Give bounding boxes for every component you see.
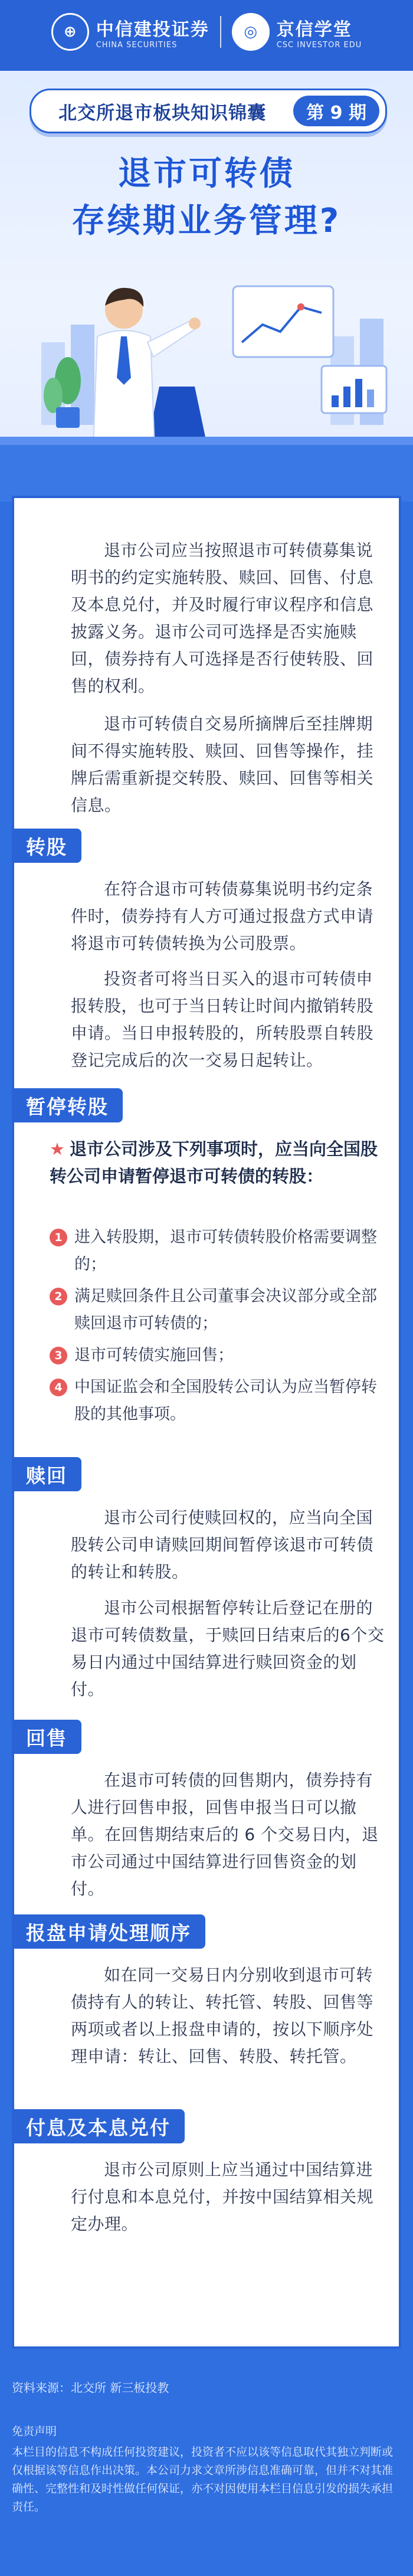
edu-logo-cn: 京信学堂 (276, 19, 352, 40)
zhuangu-paragraph-2: 投资者可将当日买入的退市可转债申报转股，也可于当日转让时间内撤销转股申请。当日申报转股的，所转股票自转股登记完成后的次一交易日起转让。 (71, 969, 374, 1070)
zanting-item-1-text: 进入转股期，退市可转债转股价格需要调整的； (74, 1228, 377, 1274)
csc-logo-en: CHINA SECURITIES (96, 40, 178, 50)
section-tag-shuhui: 赎回 (12, 1457, 81, 1491)
small-chart-card-icon (322, 366, 386, 413)
shuhui-paragraph-2: 退市公司根据暂停转让后登记在册的退市可转债数量，于赎回日结束后的6个交易日内通过中国结算进行赎回资金的划付。 (71, 1598, 385, 1699)
section-tag-zanting: 暂停转股 (12, 1088, 123, 1122)
footer (0, 2355, 413, 2576)
intro-paragraph-1: 退市公司应当按照退市可转债募集说明书的约定实施转股、赎回、回售、付息及本息兑付，并及时履行审议程序和信息披露义务。退市公司可选择是否实施赎回，债券持有人可选择是否行使转股、回售的权利。 (71, 541, 374, 696)
zanting-item-3 (50, 1342, 392, 1369)
edu-logo-icon: ◎ (232, 13, 270, 51)
page-title-line1: 退市可转债 (118, 155, 295, 193)
zanting-item-1 (50, 1224, 392, 1278)
page-title-line2: 存续期业务管理? (71, 202, 342, 240)
content-card (12, 496, 401, 2349)
section-tag-fuxi: 付息及本息兑付 (12, 2109, 185, 2143)
zanting-item-2 (50, 1283, 392, 1337)
item-number-badge: 3 (50, 1347, 67, 1364)
logo-divider (220, 16, 221, 48)
edu-logo-en: CSC INVESTOR EDU (276, 40, 362, 50)
item-number-badge: 2 (50, 1288, 67, 1305)
item-number-badge: 4 (50, 1379, 67, 1396)
disclaimer-title: 免责声明 (12, 2425, 57, 2438)
disclaimer-text: 本栏目的信息不构成任何投资建议，投资者不应以该等信息取代其独立判断或仅根据该等信息作出决策。本公司力求文章所涉信息准确可靠，但并不对其准确性、完整性和及时性做任何保证，亦不对因使用本栏目信息引发的损失承担责任。 (12, 2446, 394, 2513)
fuxi-paragraph-1: 退市公司原则上应当通过中国结算进行付息和本息兑付，并按中国结算相关规定办理。 (71, 2160, 374, 2234)
zhuangu-paragraph-1: 在符合退市可转债募集说明书约定条件时，债券持有人方可通过报盘方式申请将退市可转债转换为公司股票。 (71, 879, 374, 953)
zanting-item-4 (50, 1374, 392, 1428)
shuhui-paragraph-1: 退市公司行使赎回权的，应当向全国股转公司申请赎回期间暂停该退市可转债的转让和转股。 (71, 1508, 374, 1582)
huishou-paragraph-1: 在退市可转债的回售期内，债券持有人进行回售申报，回售申报当日可以撤单。在回售期结束后的 6 个交易日内，退市公司通过中国结算进行回售资金的划付。 (71, 1770, 379, 1899)
zanting-lead-text: 退市公司涉及下列事项时，应当向全国股转公司申请暂停退市可转债的转股： (50, 1139, 378, 1186)
csc-logo-icon: ⊕ (51, 13, 89, 51)
csc-logo-cn: 中信建投证券 (96, 19, 209, 40)
zanting-lead (50, 1135, 392, 1190)
hero-banner (0, 0, 413, 502)
issue-badge: 第 9 期 (293, 96, 379, 126)
logo-row (0, 13, 413, 51)
baopan-paragraph-1: 如在同一交易日内分别收到退市可转债持有人的转让、转托管、转股、回售等两项或者以上报盘申请的，按以下顺序处理申请：转让、回售、转股、转托管。 (71, 1965, 374, 2066)
source-note: 资料来源：北交所 新三板投教 (12, 2381, 169, 2395)
brand-bar (0, 0, 413, 71)
star-icon: ★ (50, 1139, 65, 1159)
chart-board-icon (233, 286, 333, 357)
zanting-item-4-text: 中国证监会和全国股转公司认为应当暂停转股的其他事项。 (74, 1378, 377, 1423)
edu-logo (232, 13, 362, 51)
series-name: 北交所退市板块知识锦囊 (58, 102, 267, 124)
series-pill (30, 89, 387, 133)
presenter-illustration (0, 254, 413, 502)
section-tag-baopan: 报盘申请处理顺序 (12, 1914, 205, 1949)
section-tag-huishou: 回售 (12, 1720, 81, 1754)
zanting-item-2-text: 满足赎回条件且公司董事会决议部分或全部赎回退市可转债的； (74, 1287, 377, 1333)
intro-paragraph-2: 退市可转债自交易所摘牌后至挂牌期间不得实施转股、赎回、回售等操作，挂牌后需重新提交转股、赎回、回售等相关信息。 (71, 714, 374, 815)
item-number-badge: 1 (50, 1229, 67, 1246)
zanting-item-3-text: 退市可转债实施回售； (74, 1346, 234, 1364)
csc-logo (51, 13, 209, 51)
section-tag-zhuangu: 转股 (12, 829, 81, 863)
